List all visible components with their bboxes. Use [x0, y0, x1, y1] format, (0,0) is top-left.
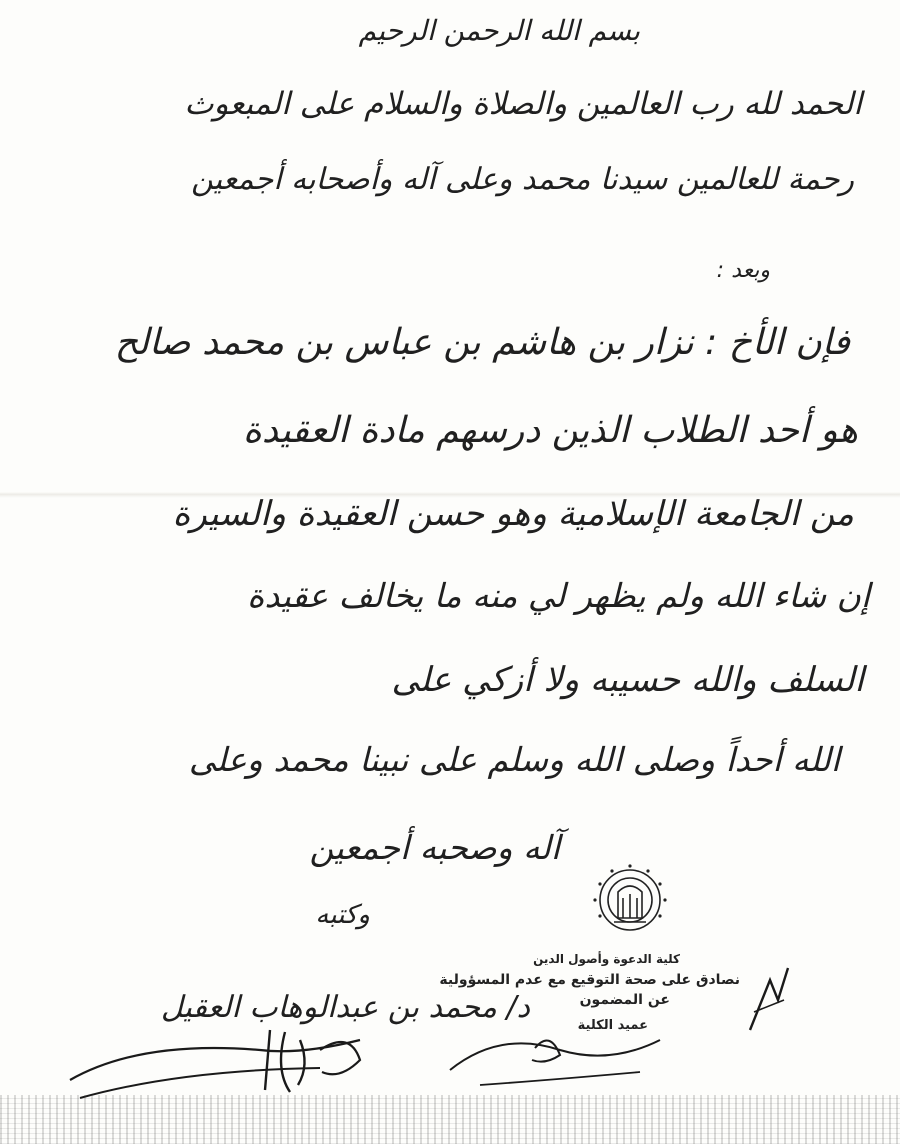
- letter-line-2: رحمة للعالمين سيدنا محمد وعلى آله وأصحابه أجمعين: [191, 162, 854, 197]
- signer-name: د/ محمد بن عبدالوهاب العقيل: [160, 990, 530, 1025]
- stamp-certification-line-2: عن المضمون: [579, 992, 670, 1008]
- letter-line-9: الله أحداً وصلى الله وسلم على نبينا محمد وعلى: [188, 740, 840, 779]
- stamp-institution: كلية الدعوة وأصول الدين: [533, 952, 680, 966]
- letter-line-5: هو أحد الطلاب الذين درسهم مادة العقيدة: [242, 410, 858, 451]
- letter-line-7: إن شاء الله ولم يظهر لي منه ما يخالف عقيدة: [247, 576, 870, 615]
- stamp-dean-label: عميد الكلية: [577, 1018, 648, 1033]
- letter-line-1: الحمد لله رب العالمين والصلاة والسلام على المبعوث: [184, 86, 862, 122]
- letter-line-3: وبعد :: [716, 258, 770, 283]
- scan-artifact-strip: [0, 1095, 900, 1144]
- dean-signature-icon: [440, 1010, 680, 1100]
- basmala-heading: بسم الله الرحمن الرحيم: [358, 14, 640, 47]
- letter-line-4: فإن الأخ : نزار بن هاشم بن عباس بن محمد صالح: [114, 322, 850, 363]
- margin-initial-icon: [740, 960, 800, 1040]
- letter-line-8: السلف والله حسيبه ولا أزكي على: [391, 660, 864, 700]
- stamp-certification-line: نصادق على صحة التوقيع مع عدم المسؤولية: [439, 972, 740, 988]
- university-seal-icon: [590, 860, 670, 946]
- letter-line-6: من الجامعة الإسلامية وهو حسن العقيدة والسيرة: [172, 494, 854, 534]
- closing-text: وكتبه: [315, 900, 370, 930]
- letter-line-10: آله وصحبه أجمعين: [309, 828, 560, 867]
